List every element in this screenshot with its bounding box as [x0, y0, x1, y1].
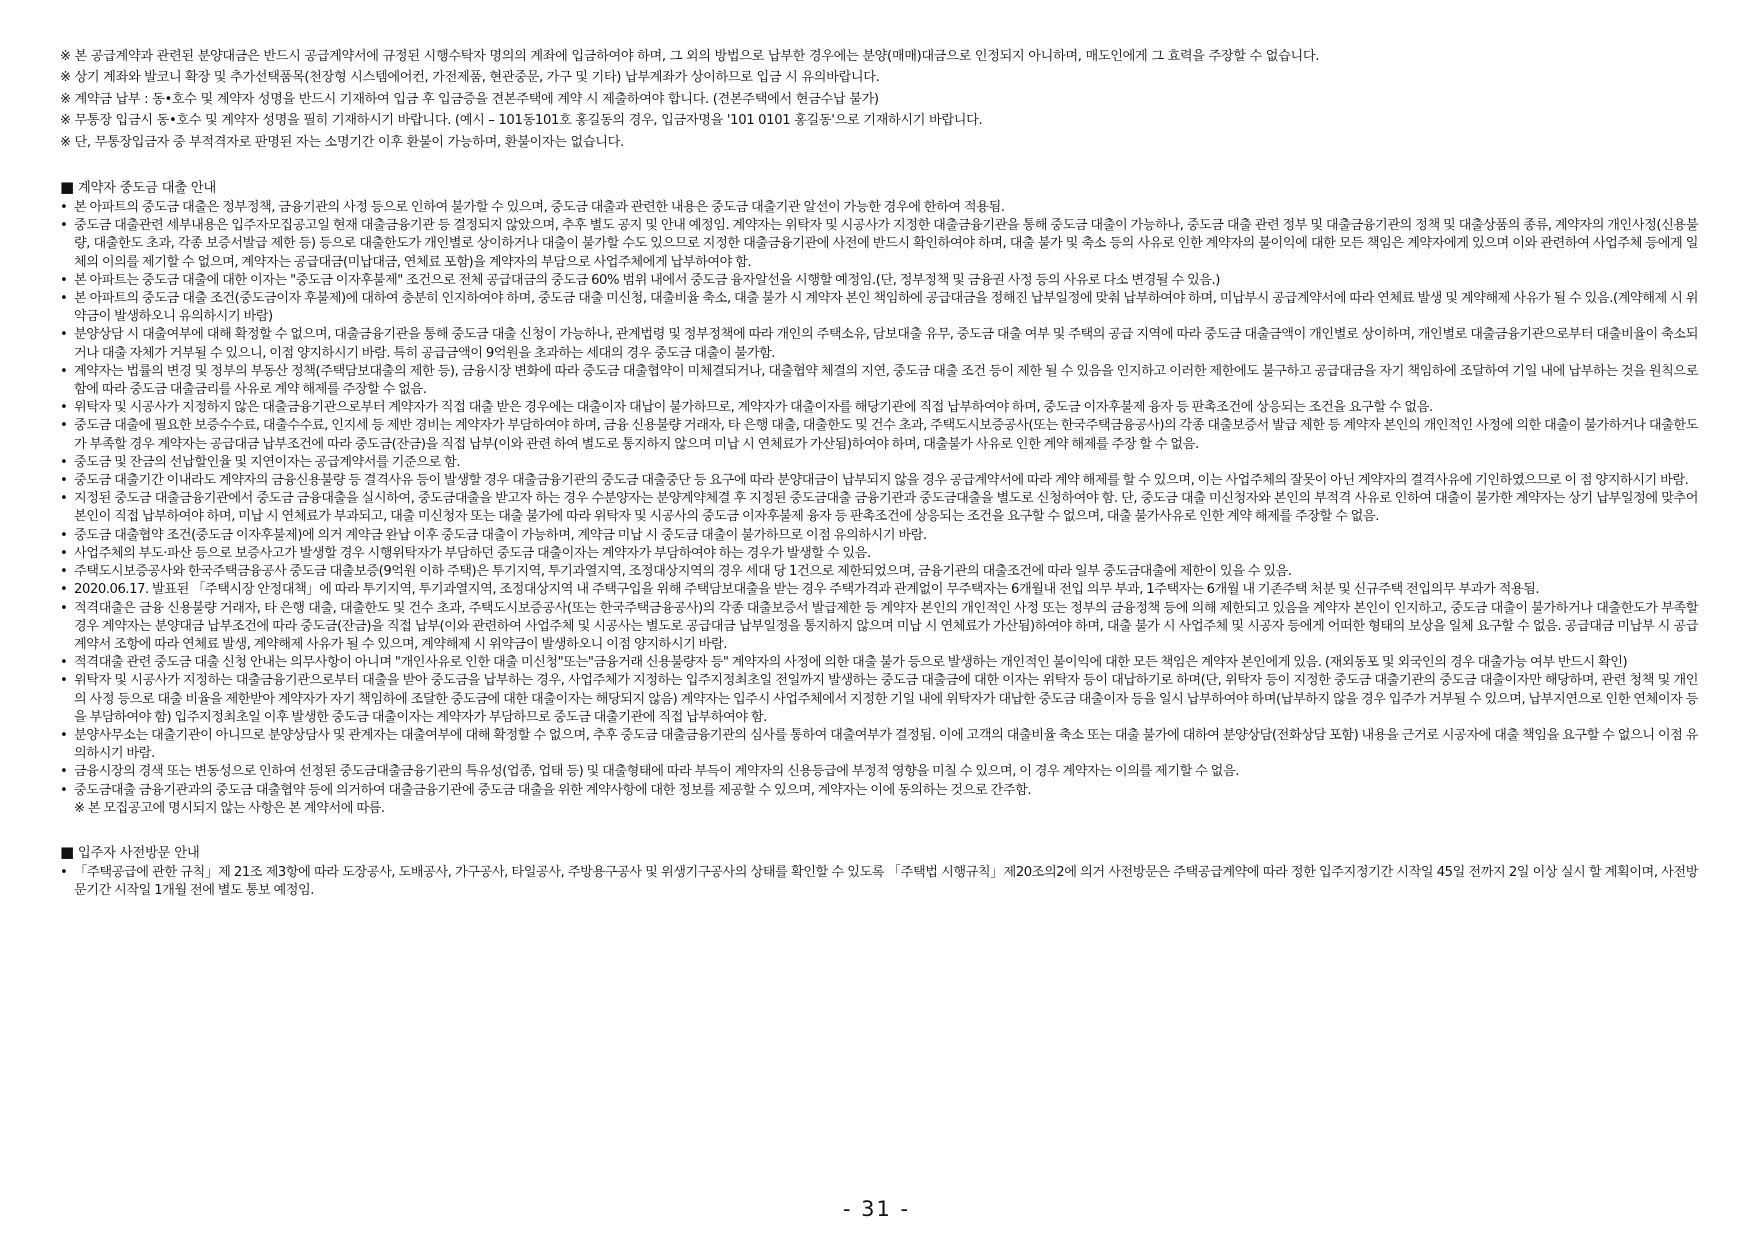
list-item: • 중도금 및 잔금의 선납할인율 및 지연이자는 공급계약서를 기준으로 함. — [60, 454, 1698, 472]
list-item: • 사업주체의 부도·파산 등으로 보증사고가 발생할 경우 시행위탁자가 부담하던 중도금 대출이자는 계약자가 부담하여야 하는 경우가 발생할 수 있음. — [60, 545, 1698, 563]
list-item: • 본 아파트는 중도금 대출에 대한 이자는 "중도금 이자후불제" 조건으로 전체 공급대금의 중도금 60% 범위 내에서 중도금 융자알선을 시행할 예정임.(단, 정부정책 및 금융권 사정 등의 사유로 다소 변경될 수 있음.) — [60, 272, 1698, 290]
loan-section-title — [60, 177, 1698, 199]
closing-note: ※ 본 모집공고에 명시되지 않는 사항은 본 계약서에 따름. — [74, 800, 385, 816]
square-bullet-icon: ■ — [60, 178, 74, 197]
loan-section-heading: 계약자 중도금 대출 안내 — [77, 181, 217, 197]
payment-note: ※ 상기 계좌와 발코니 확장 및 추가선택품목(천장형 시스템에어컨, 가전제품, 현관중문, 가구 및 기타) 납부계좌가 상이하므로 입금 시 유의바랍니다. — [60, 70, 880, 86]
list-item: • 계약자는 법률의 변경 및 정부의 부동산 정책(주택담보대출의 제한 등), 금융시장 변화에 따라 중도금 대출협약이 미체결되거나, 대출협약 체결의 지연, 중도금 대출 조건 등이 제한 될 수 있음을 인지하고 이러한 제한에도 불구하고 공급대금을 자기 책임하에 조달하여 기일 내에 납부하는 것을 원칙으로 함에 따라 중도금 대출금리를 사유로 계약 해제를 주장할 수 없음. — [60, 363, 1698, 399]
visit-bullet-list — [60, 864, 1698, 900]
list-item: • 지정된 중도금 대출금융기관에서 중도금 금융대출을 실시하여, 중도금대출을 받고자 하는 경우 수분양자는 분양계약체결 후 지정된 중도금대출 금융기관과 중도금대출을 별도로 신청하여야 함. 단, 중도금 대출 미신청자와 본인의 부적격 사유로 인하여 대출이 불가한 계약자는 상기 납부일정에 맞추어 본인이 직접 납부하여야 하며, 미납 시 연체료가 부과되고, 대출 미신청자 또는 대출 불가에 따라 위탁자 및 시공사의 중도금 이자후불제 융자 등 판촉조건에 상응되는 조건을 요구할 수 없으며, 대출 불가사유로 인한 계약 해제를 주장할 수 없음. — [60, 490, 1698, 526]
list-item: • 적격대출은 금융 신용불량 거래자, 타 은행 대출, 대출한도 및 건수 초과, 주택도시보증공사(또는 한국주택금융공사)의 각종 대출보증서 발급제한 등 계약자 본인의 개인적인 사정 또는 정부의 금융정책 등에 의해 제한되고 있음을 계약자 본인이 인지하고, 중도금 대출이 불가하거나 대출한도가 부족할 경우 계약자는 분양대금 납부조건에 따라 중도금(잔금)을 직접 납부(이와 관련하여 사업주체 및 시공사는 별도로 공급대금 납부일정을 통지하지 않으며 미납 시 연체료가 가산됨)하여야 하며, 대출 불가 시 사업주체 및 시공자 등에게 어떠한 형태의 보상을 일체 요구할 수 없음. 공급대금 미납부 시 공급계약서 조항에 따라 연체료 발생, 계약해제 사유가 될 수 있으며, 계약해제 시 위약금이 발생하오니 이점 양지하시기 바람. — [60, 600, 1698, 655]
visit-section-title — [60, 842, 1698, 864]
list-item: • 중도금 대출협약 조건(중도금 이자후불제)에 의거 계약금 완납 이후 중도금 대출이 가능하며, 계약금 미납 시 중도금 대출이 불가하므로 이점 유의하시기 바람. — [60, 527, 1698, 545]
list-item: • 중도금대출 금융기관과의 중도금 대출협약 등에 의거하여 대출금융기관에 중도금 대출을 위한 계약사항에 대한 정보를 제공할 수 있으며, 계약자는 이에 동의하는 것으로 간주함. — [60, 782, 1698, 800]
payment-note: ※ 본 공급계약과 관련된 분양대금은 반드시 공급계약서에 규정된 시행수탁자 명의의 계좌에 입금하여야 하며, 그 외의 방법으로 납부한 경우에는 분양(매매)대금으로 인정되지 아니하며, 매도인에게 그 효력을 주장할 수 없습니다. — [60, 49, 1320, 64]
visit-section-heading: 입주자 사전방문 안내 — [77, 845, 200, 861]
page-number: - 31 - — [842, 1197, 911, 1221]
square-bullet-icon: ■ — [60, 842, 74, 861]
payment-note: ※ 무통장 입금시 동•호수 및 계약자 성명을 필히 기재하시기 바랍니다. (예시 – 101동101호 홍길동의 경우, 입금자명을 '101 0101 홍길동'으로 기재하시기 바랍니다. — [60, 113, 983, 129]
list-item: • 위탁자 및 시공사가 지정하지 않은 대출금융기관으로부터 계약자가 직접 대출 받은 경우에는 대출이자 대납이 불가하므로, 계약자가 대출이자를 해당기관에 직접 납부하여야 하며, 중도금 이자후불제 융자 등 판촉조건에 상응되는 조건을 요구할 수 없음. — [60, 399, 1698, 417]
list-item: • 주택도시보증공사와 한국주택금융공사 중도금 대출보증(9억원 이하 주택)은 투기지역, 투기과열지역, 조정대상지역의 경우 세대 당 1건으로 제한되었으며, 금융기관의 대출조건에 따라 일부 중도금대출에 제한이 있을 수 있음. — [60, 563, 1698, 581]
list-item: • 위탁자 및 시공사가 지정하는 대출금융기관으로부터 대출을 받아 중도금을 납부하는 경우, 사업주체가 지정하는 입주지정최초일 전일까지 발생하는 중도금 대출금에 대한 이자는 위탁자 등이 대납하기로 하며(단, 위탁자 등이 지정한 중도금 대출기관의 중도금 대출이자만 해당하며, 관련 청책 및 개인의 사정 등으로 대출 비율을 제한받아 계약자가 자기 책임하에 조달한 중도금에 대한 대출이자는 해당되지 않음) 계약자는 입주시 사업주체에서 지정한 기일 내에 위탁자가 대납한 중도금 대출이자 등을 일시 납부하여야 하며(납부하지 않을 경우 입주가 거부될 수 있으며, 납부지연으로 인한 연체이자 등을 부담하여야 함) 입주지정최초일 이후 발생한 중도금 대출이자는 계약자가 부담하므로 중도금 대출기관에 직접 납부하여야 함. — [60, 672, 1698, 727]
list-item: • 「주택공급에 관한 규칙」제 21조 제3항에 따라 도장공사, 도배공사, 가구공사, 타일공사, 주방용구공사 및 위생기구공사의 상태를 확인할 수 있도록 「주택법 시행규칙」제20조의2에 의거 사전방문은 주택공급계약에 따라 정한 입주지정기간 시작일 45일 전까지 2일 이상 실시 할 계획이며, 사전방문기간 시작일 1개월 전에 별도 통보 예정임. — [60, 864, 1698, 900]
list-item: • 2020.06.17. 발표된 「주택시장 안정대책」에 따라 투기지역, 투기과열지역, 조정대상지역 내 주택구입을 위해 주택담보대출을 받는 경우 주택가격과 관계없이 무주택자는 6개월내 전입 의무 부과, 1주택자는 6개월 내 기존주택 처분 및 신규주택 전입의무 부과가 적용됨. — [60, 581, 1698, 599]
payment-note: ※ 단, 무통장입금자 중 부적격자로 판명된 자는 소명기간 이후 환불이 가능하며, 환불이자는 없습니다. — [60, 134, 624, 150]
list-item: • 적격대출 관련 중도금 대출 신청 안내는 의무사항이 아니며 "개인사유로 인한 대출 미신청"또는"금융거래 신용불량자 등" 계약자의 사정에 의한 대출 불가 등으로 발생하는 개인적인 불이익에 대한 모든 책임은 계약자 본인에게 있음. (재외동포 및 외국인의 경우 대출가능 여부 반드시 확인) — [60, 654, 1698, 672]
document-page — [60, 46, 1698, 900]
payment-note: ※ 계약금 납부 : 동•호수 및 계약자 성명을 반드시 기재하여 입금 후 입금증을 견본주택에 계약 시 제출하여야 합니다. (견본주택에서 현금수납 불가) — [60, 91, 879, 107]
list-item: • 금융시장의 경색 또는 변동성으로 인하여 선정된 중도금대출금융기관의 특유성(업종, 업태 등) 및 대출형태에 따라 부득이 계약자의 신용등급에 부정적 영향을 미칠 수 있으며, 이 경우 계약자는 이의를 제기할 수 없음. — [60, 763, 1698, 781]
list-item: • 중도금 대출관련 세부내용은 입주자모집공고일 현재 대출금융기관 등 결정되지 않았으며, 추후 별도 공지 및 안내 예정임. 계약자는 위탁자 및 시공사가 지정한 대출금융기관을 통해 중도금 대출이 가능하나, 중도금 대출 관련 정부 및 대출금융기관의 정책 및 대출상품의 종류, 계약자의 개인사정(신용불량, 대출한도 초과, 각종 보증서발급 제한 등) 등으로 대출한도가 개인별로 상이하거나 대출이 불가할 수도 있으므로 지정한 대출금융기관에 사전에 반드시 확인하여야 하며, 대출 불가 및 축소 등의 사유로 인한 계약자의 불이익에 대한 모든 책임은 계약자에게 있으며 이와 관련하여 사업주체 등에게 일체의 이의를 제기할 수 없으며, 계약자는 공급대금(미납대금, 연체료 포함)을 계약자의 부담으로 사업주체에게 납부하여야 함. — [60, 217, 1698, 272]
list-item: • 본 아파트의 중도금 대출 조건(중도금이자 후불제)에 대하여 충분히 인지하여야 하며, 중도금 대출 미신청, 대출비율 축소, 대출 불가 시 계약자 본인 책임하에 공급대금을 정해진 납부일정에 맞춰 납부하여야 하며, 미납부시 공급계약서에 따라 연체료 발생 및 계약해제 사유가 될 수 있음.(계약해제 시 위약금이 발생하오니 유의하시기 바람) — [60, 290, 1698, 326]
list-item: • 중도금 대출에 필요한 보증수수료, 대출수수료, 인지세 등 제반 경비는 계약자가 부담하여야 하며, 금융 신용불량 거래자, 타 은행 대출, 대출한도 및 건수 초과, 주택도시보증공사(또는 한국주택금융공사)의 각종 대출보증서 발급 제한 등 계약자 본인의 개인적인 사정에 의한 대출이 불가하거나 대출한도가 부족할 경우 계약자는 공급대금 납부조건에 따라 중도금(잔금)을 직접 납부(이와 관련 하여 별도로 통지하지 않으며 미납 시 연체료가 가산됨)하여야 하며, 대출불가 사유로 인한 계약 해제를 주장 할 수 없음. — [60, 417, 1698, 453]
list-item: • 본 아파트의 중도금 대출은 정부정책, 금융기관의 사정 등으로 인하여 불가할 수 있으며, 중도금 대출과 관련한 내용은 중도금 대출기관 알선이 가능한 경우에 한하여 적용됨. — [60, 199, 1698, 217]
list-item: • 분양상담 시 대출여부에 대해 확정할 수 없으며, 대출금융기관을 통해 중도금 대출 신청이 가능하나, 관계법령 및 정부정책에 따라 개인의 주택소유, 담보대출 유무, 중도금 대출 여부 및 주택의 공급 지역에 따라 중도금 대출금액이 개인별로 상이하며, 개인별로 대출금융기관으로부터 대출비율이 축소되거나 대출 자체가 거부될 수 있으니, 이점 양지하시기 바람. 특히 공급금액이 9억원을 초과하는 세대의 경우 중도금 대출이 불가함. — [60, 326, 1698, 362]
payment-notes — [60, 46, 1698, 153]
list-item: • 분양사무소는 대출기관이 아니므로 분양상담사 및 관계자는 대출여부에 대해 확정할 수 없으며, 추후 중도금 대출금융기관의 심사를 통하여 대출여부가 결정됨. 이에 고객의 대출비율 축소 또는 대출 불가에 대하여 분양상담(전화상담 포함) 내용을 근거로 시공자에 대출 책임을 요구할 수 없으니 이점 유의하시기 바람. — [60, 727, 1698, 763]
list-item: • 중도금 대출기간 이내라도 계약자의 금융신용불량 등 결격사유 등이 발생할 경우 대출금융기관의 중도금 대출중단 등 요구에 따라 분양대금이 납부되지 않을 경우 공급계약서에 따라 계약 해제를 할 수 있으며, 이는 사업주체의 잘못이 아닌 계약자의 결격사유에 기인하였으므로 이 점 양지하시기 바람. — [60, 472, 1698, 490]
loan-bullet-list — [60, 199, 1698, 818]
